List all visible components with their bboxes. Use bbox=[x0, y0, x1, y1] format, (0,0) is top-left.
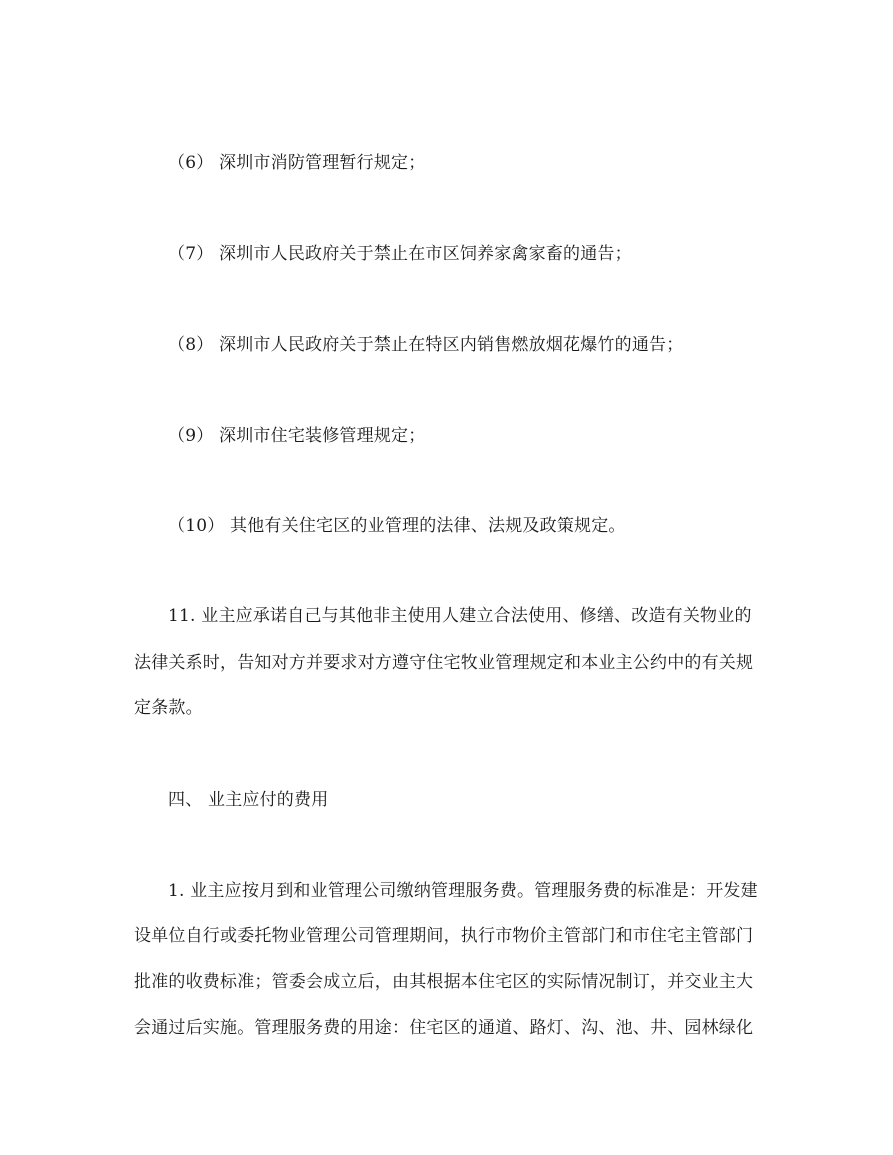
list-item: （10） 其他有关住宅区的业管理的法律、法规及政策规定。 bbox=[168, 516, 626, 536]
clause-1-line: 会通过后实施。管理服务费的用途：住宅区的通道、路灯、沟、池、井、园林绿化 bbox=[134, 1018, 754, 1038]
clause-1-line: 批准的收费标准；管委会成立后，由其根据本住宅区的实际情况制订，并交业主大 bbox=[134, 972, 754, 992]
clause-1-line: 1. 业主应按月到和业管理公司缴纳管理服务费。管理服务费的标准是：开发建 bbox=[168, 881, 758, 901]
clause-11-line: 11. 业主应承诺自己与其他非主使用人建立合法使用、修缮、改造有关物业的 bbox=[168, 606, 752, 626]
list-item: （7） 深圳市人民政府关于禁止在市区饲养家禽家畜的通告； bbox=[168, 244, 632, 264]
clause-11-line: 法律关系时，告知对方并要求对方遵守住宅牧业管理规定和本业主公约中的有关规 bbox=[134, 653, 754, 673]
clause-11-line: 定条款。 bbox=[134, 698, 203, 718]
section-heading: 四、 业主应付的费用 bbox=[168, 790, 329, 810]
list-item: （8） 深圳市人民政府关于禁止在特区内销售燃放烟花爆竹的通告； bbox=[168, 335, 684, 355]
clause-1-line: 设单位自行或委托物业管理公司管理期间，执行市物价主管部门和市住宅主管部门 bbox=[134, 926, 754, 946]
list-item: （6） 深圳市消防管理暂行规定； bbox=[168, 153, 426, 173]
list-item: （9） 深圳市住宅装修管理规定； bbox=[168, 426, 426, 446]
